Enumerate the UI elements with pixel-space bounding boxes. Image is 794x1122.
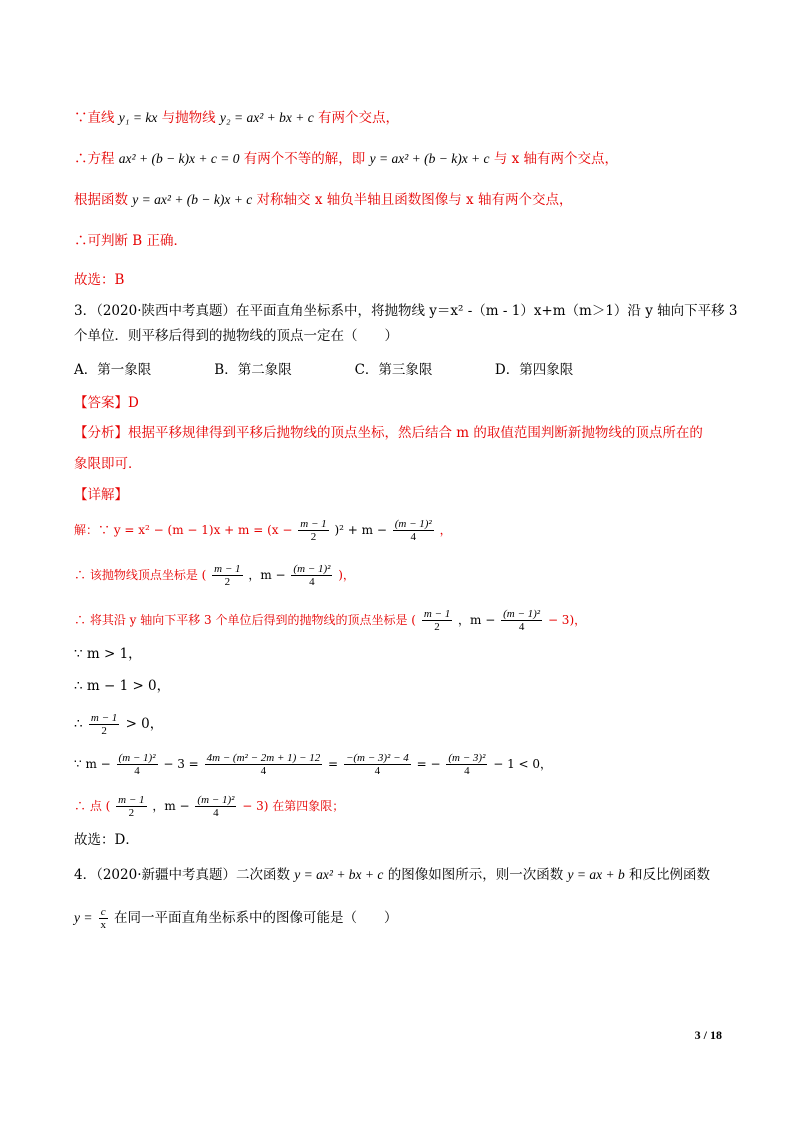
fraction bbox=[393, 518, 434, 543]
solution-line-7 bbox=[74, 752, 722, 777]
fraction bbox=[116, 794, 146, 819]
denominator: 2 bbox=[224, 576, 231, 588]
reason-line-2 bbox=[74, 149, 722, 169]
choice-line: 故选：B bbox=[74, 272, 125, 288]
formula: y = bbox=[74, 910, 93, 925]
text: ∴ 将其沿 y 轴向下平移 3 个单位后得到的抛物线的顶点坐标是 ( bbox=[74, 613, 416, 627]
denominator: 4 bbox=[464, 765, 470, 777]
text: 与 x 轴有两个交点， bbox=[493, 151, 619, 167]
text: − 3 = bbox=[163, 757, 199, 771]
text: = bbox=[328, 757, 339, 771]
text: 根据函数 bbox=[74, 192, 128, 208]
text: 在同一平面直角坐标系中的图像可能是（ ） bbox=[113, 910, 398, 926]
fraction bbox=[422, 608, 452, 633]
text: 有两个交点， bbox=[318, 110, 400, 126]
fraction bbox=[205, 752, 323, 777]
text: ，m − bbox=[152, 799, 190, 813]
text: − 1 < 0， bbox=[493, 757, 553, 771]
numerator: m − 1 bbox=[423, 608, 451, 620]
formula: y₁ = kx bbox=[118, 110, 158, 125]
fraction bbox=[89, 712, 119, 737]
fraction bbox=[99, 906, 108, 931]
formula: y₂ = ax² + bx + c bbox=[219, 110, 314, 125]
text: ∴ 点 ( bbox=[74, 799, 111, 813]
option-a: A．第一象限 bbox=[74, 362, 152, 378]
option-b: B．第二象限 bbox=[214, 362, 292, 378]
fraction bbox=[344, 752, 411, 777]
text: 对称轴交 x 轴负半轴且函数图像与 x 轴有两个交点， bbox=[256, 192, 573, 208]
text: ∴ 该抛物线顶点坐标是 ( bbox=[74, 568, 207, 582]
numerator: (m − 1)² bbox=[197, 794, 235, 806]
denominator: 2 bbox=[128, 807, 135, 819]
denominator: 4 bbox=[260, 765, 267, 777]
formula: ax² + (b − k)x + c = 0 bbox=[118, 151, 240, 166]
text: ∵ m − bbox=[74, 757, 111, 771]
analysis-line-1: 【分析】根据平移规律得到平移后抛物线的顶点坐标，然后结合 m 的取值范围判断新抛物线的顶点所在的 bbox=[74, 425, 703, 441]
question-3-line-1: 3．（2020·陕西中考真题）在平面直角坐标系中，将抛物线 y＝x² -（m - 1）x+m（m＞1）沿 y 轴向下平移 3 bbox=[74, 303, 738, 319]
fraction bbox=[291, 563, 332, 588]
formula: y = ax² + (b − k)x + c bbox=[369, 151, 490, 166]
text: > 0， bbox=[125, 716, 164, 732]
text: 的图像如图所示，则一次函数 bbox=[387, 867, 564, 883]
numerator: m − 1 bbox=[118, 794, 145, 806]
numerator: (m − 1)² bbox=[293, 563, 331, 575]
denominator: 4 bbox=[374, 765, 381, 777]
denominator: 4 bbox=[518, 621, 525, 633]
text: ∴ bbox=[74, 716, 83, 732]
detail-label: 【详解】 bbox=[74, 487, 128, 503]
numerator: (m − 1)² bbox=[503, 608, 541, 620]
formula: y = ax² + (b − k)x + c bbox=[132, 192, 253, 207]
option-d: D．第四象限 bbox=[494, 362, 574, 378]
question-3-line-2: 个单位．则平移后得到的抛物线的顶点一定在（ ） bbox=[74, 328, 398, 344]
denominator: 4 bbox=[213, 807, 219, 819]
numerator: (m − 1)² bbox=[118, 752, 156, 764]
page-number: 3 / 18 bbox=[694, 1028, 722, 1042]
reason-line-3 bbox=[74, 190, 722, 210]
denominator: 4 bbox=[134, 765, 140, 777]
fraction bbox=[446, 752, 487, 777]
text: 解：∵ y = x² − (m − 1)x + m = (x − bbox=[74, 523, 293, 537]
question-4-line-2 bbox=[74, 906, 722, 931]
question-4-line-1 bbox=[74, 865, 722, 885]
text: − 3) 在第四象限； bbox=[242, 799, 345, 813]
text: 4．（2020·新疆中考真题）二次函数 bbox=[74, 867, 290, 883]
text: = − bbox=[416, 757, 441, 771]
text: )， bbox=[338, 568, 355, 582]
text: ∴方程 bbox=[74, 151, 115, 167]
text: 与抛物线 bbox=[161, 110, 216, 126]
solution-line-1 bbox=[74, 518, 722, 543]
solution-line-2 bbox=[74, 563, 722, 588]
numerator: 4m − (m² − 2m + 1) − 12 bbox=[206, 752, 321, 764]
text: 有两个不等的解，即 bbox=[243, 151, 366, 167]
formula: y = ax² + bx + c bbox=[294, 867, 384, 882]
denominator: 2 bbox=[434, 621, 440, 633]
text: )² + m − bbox=[334, 523, 387, 537]
solution-line-3 bbox=[74, 608, 722, 633]
option-c: C．第三象限 bbox=[354, 362, 433, 378]
numerator: −(m − 3)² − 4 bbox=[345, 752, 409, 764]
formula: y = ax + b bbox=[567, 867, 625, 882]
denominator: 2 bbox=[101, 725, 107, 737]
numerator: (m − 1)² bbox=[394, 518, 432, 530]
fraction bbox=[298, 518, 328, 543]
text: ， bbox=[439, 523, 452, 537]
fraction bbox=[117, 752, 158, 777]
question-3-options bbox=[74, 360, 722, 380]
solution-line-5: ∴ m − 1 > 0， bbox=[74, 678, 171, 694]
fraction bbox=[212, 563, 242, 588]
solution-line-9: 故选：D． bbox=[74, 832, 139, 848]
solution-line-6 bbox=[74, 712, 722, 737]
numerator: m − 1 bbox=[214, 563, 241, 575]
denominator: x bbox=[100, 919, 106, 931]
numerator: c bbox=[100, 906, 106, 918]
text: ，m − bbox=[248, 568, 286, 582]
text: 和反比例函数 bbox=[629, 867, 711, 883]
numerator: (m − 3)² bbox=[448, 752, 486, 764]
numerator: m − 1 bbox=[300, 518, 327, 530]
denominator: 4 bbox=[309, 576, 315, 588]
analysis-line-2: 象限即可． bbox=[74, 456, 142, 472]
answer-label: 【答案】D bbox=[74, 395, 139, 411]
numerator: m − 1 bbox=[90, 712, 118, 724]
fraction bbox=[501, 608, 542, 633]
text: ，m − bbox=[458, 613, 496, 627]
reason-line-1 bbox=[74, 108, 722, 128]
solution-line-4: ∵ m > 1， bbox=[74, 646, 142, 662]
denominator: 4 bbox=[410, 531, 416, 543]
text: ∵直线 bbox=[74, 110, 115, 126]
reason-line-4: ∴可判断 B 正确． bbox=[74, 233, 188, 249]
solution-line-8 bbox=[74, 794, 722, 819]
denominator: 2 bbox=[310, 531, 317, 543]
text: − 3)， bbox=[547, 613, 587, 627]
fraction bbox=[195, 794, 236, 819]
